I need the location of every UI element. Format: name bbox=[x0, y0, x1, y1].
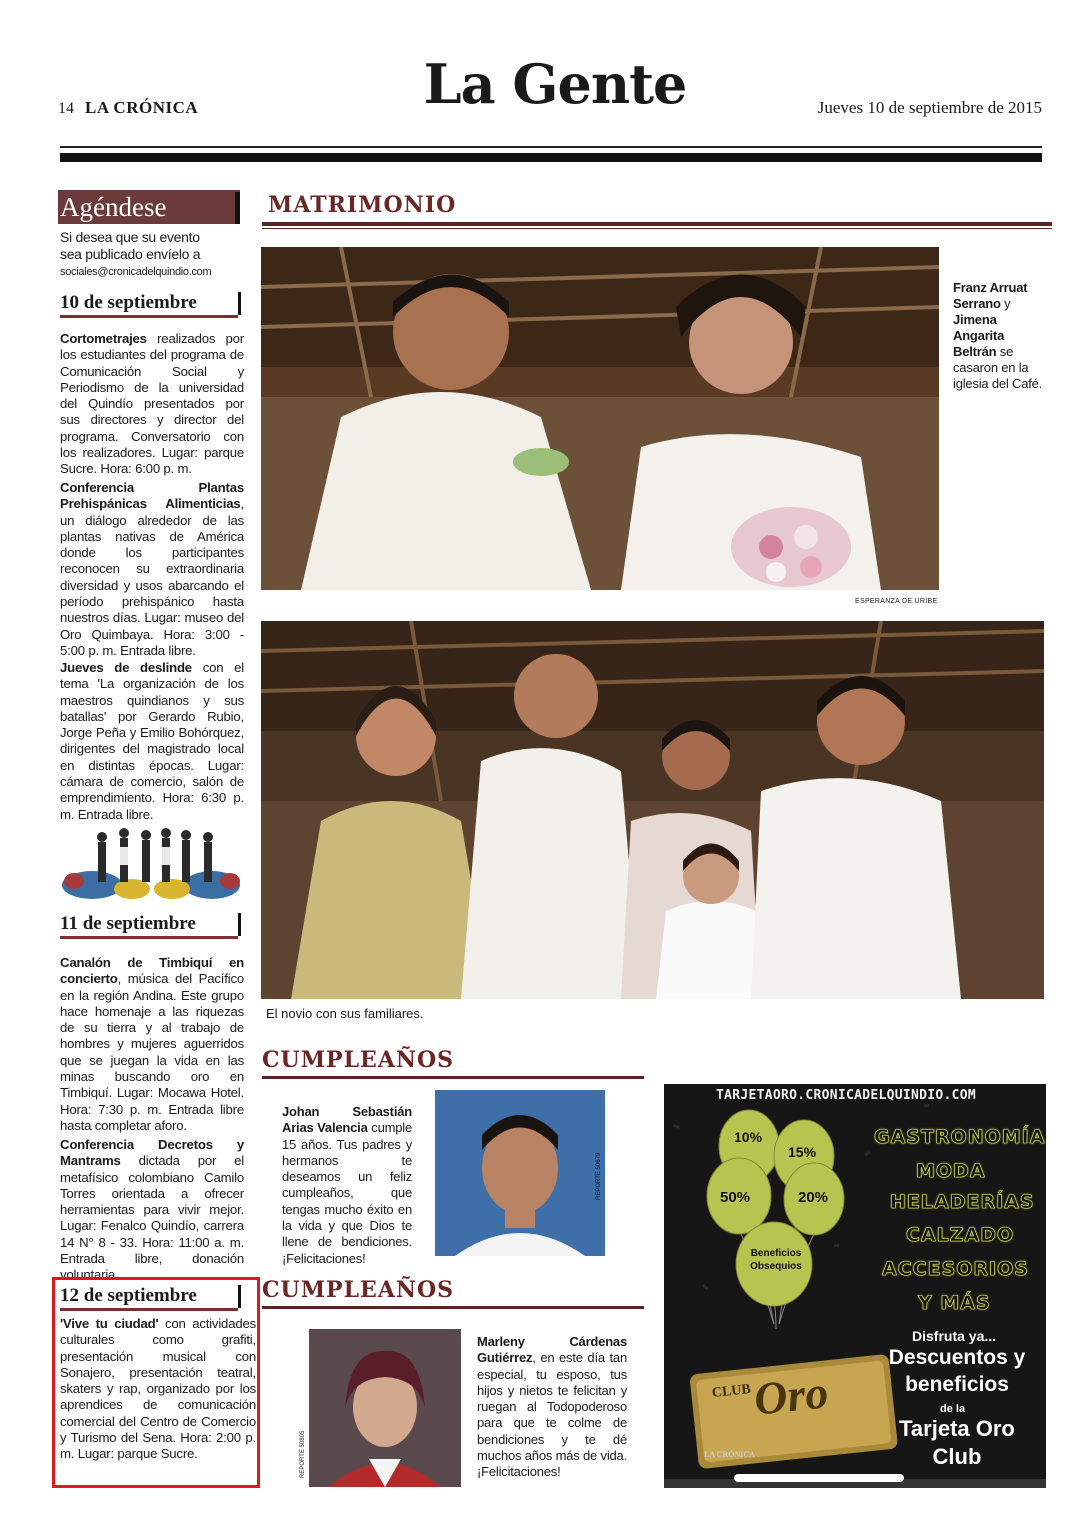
ad-headline-line4: Club bbox=[932, 1444, 982, 1469]
balloon-label: Beneficios bbox=[750, 1248, 802, 1259]
ad-headline-line3: Tarjeta Oro bbox=[899, 1416, 1015, 1441]
photo-credit: REPORTE 50805 bbox=[300, 1430, 306, 1478]
birthday-text: cumple 15 años. Tus padres y hermanos te deseamos un feliz cumpleaños, que tengas mucho éxito en la vida y que Dios te llene de bendiciones. ¡Felicitaciones! bbox=[282, 1120, 412, 1266]
event-text: realizados por los estudiantes del programa de Comunicación Social y Periodismo de la universidad del Quindío presentados por sus directores y director del programa. Conversatorio con los realizadores. Lugar: parque Sucre. Hora: 6:00 p. m. bbox=[60, 331, 244, 477]
section-rule-thin bbox=[262, 228, 1052, 229]
agenda-intro-line2: sea publicado envíelo a bbox=[60, 246, 201, 262]
page-number: 14 bbox=[58, 100, 74, 117]
photo-credit: REPORTE 50679 bbox=[596, 1152, 602, 1200]
agenda-intro-line1: Si desea que su evento bbox=[60, 229, 200, 245]
event-text: , un diálogo alrededor de las plantas nativas de América donde los participantes reconocen su extraordinaria diversidad y usos abarcando el período prehispánico hasta nuestros días. Lugar: museo del Oro Quimbaya. Hora: 3:00 - 5:00 p. m. Entrada libre. bbox=[60, 496, 244, 658]
event-title: 'Vive tu ciudad' bbox=[60, 1316, 159, 1331]
birthday-name: Marleny Cárdenas Gutiérrez bbox=[477, 1334, 627, 1366]
wedding-family-photo bbox=[261, 621, 1044, 999]
birthday-message bbox=[282, 1104, 412, 1267]
card-oro-label: Oro bbox=[751, 1366, 831, 1425]
event-text: , música del Pacífico en la región Andina. Este grupo hace homenaje a las riquezas de su tierra y al trabajo de hombres y mujeres aguerridos que se juegan la vida en las minas buscando oro en Timbiquí. Lugar: Mocawa Hotel. Hora: 7:30 p. m. Entrada libre hasta completar aforo. bbox=[60, 971, 244, 1133]
agenda-email: sociales@cronicadelquindio.com bbox=[60, 266, 212, 278]
header-rule-thin bbox=[60, 146, 1042, 148]
agenda-event bbox=[60, 955, 244, 1134]
agenda-event bbox=[60, 1137, 244, 1284]
header-rule-thick bbox=[60, 153, 1042, 162]
agenda-date-heading: 12 de septiembre bbox=[60, 1285, 238, 1311]
event-title: Cortometrajes bbox=[60, 331, 147, 346]
event-text: dictada por el metafísico colombiano Camilo Torres orientada a ofrecer herramientas para vivir mejor. Lugar: Fenalco Quindío, carrera 14 N° 8 - 33. Hora: 11:00 a. m. Entrada libre, donación voluntaria. bbox=[60, 1153, 244, 1283]
photo-credit: ESPERANZA DE URIBE bbox=[855, 598, 938, 605]
event-title: Jueves de deslinde bbox=[60, 660, 192, 675]
event-text: con el tema 'La organización de los maestros quindianos y sus batallas' por Gerardo Rubio, Jorge Peña y Emilio Bohórquez, dirigentes del magistrado local en distintas épocas. Lugar: cámara de comercio, salón de emprendimiento. Hora: 6:30 p. m. Entrada libre. bbox=[60, 660, 244, 822]
section-rule bbox=[262, 1076, 644, 1079]
event-title: Conferencia Decretos y Mantrams bbox=[60, 1137, 244, 1169]
ad-headline-line2: beneficios bbox=[905, 1373, 1009, 1396]
agenda-title: Agéndese bbox=[60, 192, 167, 222]
wedding-caption bbox=[953, 280, 1043, 392]
balloon-label: 15% bbox=[788, 1144, 817, 1160]
wedding-couple-photo bbox=[261, 247, 939, 590]
event-text: con actividades culturales como grafiti, presentación musical con Sonajero, presentación teatral, skaters y rap, organizado por los aprendices de comunicación comercial del Centro de Comercio y Turismo del Sena. Hora: 2:00 p. m. Lugar: parque Sucre. bbox=[60, 1316, 256, 1462]
ad-headline-dela: de la bbox=[940, 1403, 966, 1415]
agenda-date-heading: 11 de septiembre bbox=[60, 913, 238, 939]
birthday-heading: CUMPLEAÑOS bbox=[262, 1047, 455, 1073]
birthday-woman-photo bbox=[309, 1329, 461, 1487]
family-photo-caption: El novio con sus familiares. bbox=[266, 1006, 424, 1021]
section-title: La Gente bbox=[423, 52, 687, 116]
card-club-label: CLUB bbox=[711, 1382, 752, 1401]
agenda-title-bar bbox=[235, 192, 240, 224]
event-title: Canalón de Timbiquí en concierto bbox=[60, 955, 244, 987]
ad-category: HELADERÍAS bbox=[890, 1191, 1035, 1213]
ad-headline-line1: Descuentos y bbox=[888, 1346, 1026, 1369]
ad-category: MODA bbox=[916, 1160, 986, 1182]
balloon-label: 50% bbox=[720, 1189, 751, 1206]
event-title: Conferencia Plantas Prehispánicas Alimenticias bbox=[60, 480, 244, 512]
agenda-date-heading: 10 de septiembre bbox=[60, 292, 238, 318]
birthday-heading: CUMPLEAÑOS bbox=[262, 1277, 455, 1303]
caption-text: se casaron en la iglesia del Café. bbox=[953, 344, 1043, 391]
ad-url[interactable]: TARJETAORO.CRONICADELQUINDIO.COM bbox=[716, 1088, 977, 1103]
birthday-text: , en este día tan especial, tu esposo, tus hijos y nietos te felicitan y ruegan al Todopoderoso para que te colme de bendiciones y te dé muchos años más de vida. ¡Felicitaciones! bbox=[477, 1350, 627, 1480]
ad-disfruta: Disfruta ya... bbox=[912, 1328, 997, 1344]
birthday-boy-photo bbox=[435, 1090, 605, 1256]
card-brand: LA CRÓNICA bbox=[704, 1450, 755, 1459]
ad-category: ACCESORIOS bbox=[882, 1258, 1029, 1280]
ad-category: Y MÁS bbox=[918, 1292, 991, 1314]
balloon-label: 10% bbox=[734, 1129, 763, 1145]
agenda-event bbox=[60, 480, 244, 659]
groom-name: Franz Arruat Serrano bbox=[953, 280, 1028, 311]
section-rule bbox=[262, 222, 1052, 226]
caption-connector: y bbox=[1000, 296, 1011, 311]
agenda-title-box bbox=[58, 190, 240, 224]
bride-name: Jimena Angarita Beltrán bbox=[953, 312, 1005, 359]
agenda-event bbox=[60, 660, 244, 823]
dancers-photo bbox=[62, 823, 240, 905]
issue-date: Jueves 10 de septiembre de 2015 bbox=[817, 98, 1042, 117]
birthday-message bbox=[477, 1334, 627, 1481]
highlight-frame bbox=[52, 1277, 260, 1488]
matrimonio-heading: MATRIMONIO bbox=[268, 192, 457, 218]
birthday-name: Johan Sebastián Arias Valencia bbox=[282, 1104, 412, 1136]
section-rule bbox=[262, 1306, 644, 1309]
newspaper-name: LA CRÓNICA bbox=[85, 98, 199, 117]
balloon-label: Obsequios bbox=[750, 1261, 802, 1272]
balloon-label: 20% bbox=[798, 1189, 829, 1206]
agenda-event bbox=[60, 331, 244, 478]
ad-category: CALZADO bbox=[906, 1224, 1015, 1246]
ad-category: GASTRONOMÍA bbox=[874, 1126, 1046, 1148]
